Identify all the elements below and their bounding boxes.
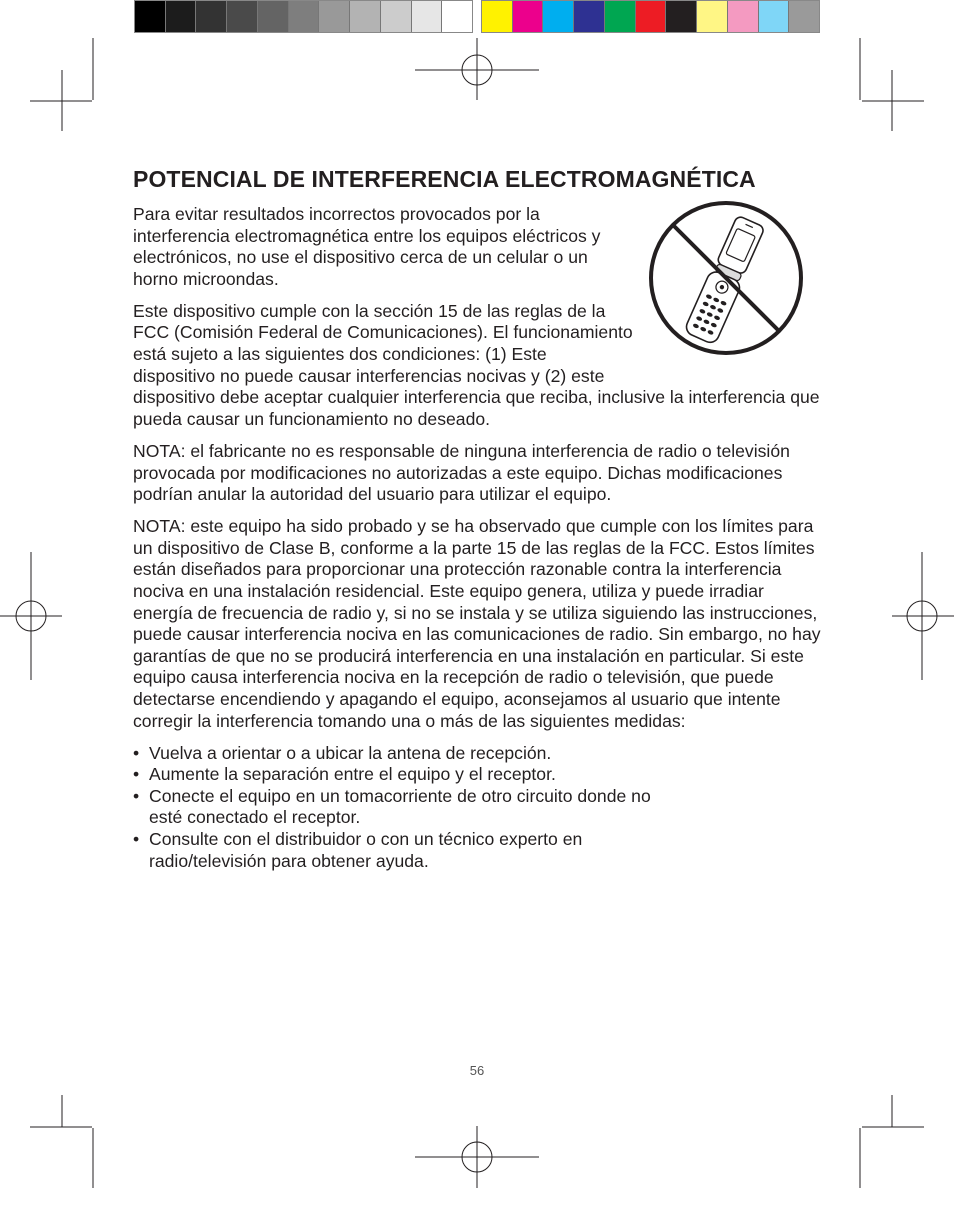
gray-swatch-7 [319, 1, 350, 32]
bullet-icon: • [133, 785, 140, 806]
body-content [133, 204, 823, 872]
gray-swatch-9 [381, 1, 412, 32]
page-number: 56 [469, 1063, 485, 1078]
gray-swatch-5 [258, 1, 289, 32]
paragraph-note-modifications: NOTA: el fabricante no es responsable de ninguna interferencia de radio o televisión provocada por modificaciones no autorizadas a este equipo. Dichas modificaciones podrían anular la autoridad del usuario para utilizar el equipo. [133, 440, 790, 505]
page-title: POTENCIAL DE INTERFERENCIA ELECTROMAGNÉTICA [133, 166, 756, 192]
gray-swatch-4 [227, 1, 258, 32]
color-swatch-11 [789, 1, 819, 32]
gray-swatch-3 [196, 1, 227, 32]
gray-swatch-2 [166, 1, 197, 32]
color-swatch-10 [759, 1, 790, 32]
color-swatch-1 [482, 1, 513, 32]
list-item-text: Vuelva a orientar o a ubicar la antena de recepción. [149, 742, 552, 763]
list-item [133, 829, 654, 872]
color-calibration-bar [481, 0, 820, 33]
paragraph-intro: Para evitar resultados incorrectos provocados por la interferencia electromagnética entre los equipos eléctricos y electrónicos, no use el dispositivo cerca de un celular o un horno microondas. [133, 204, 601, 289]
paragraph-note-class-b: NOTA: este equipo ha sido probado y se ha observado que cumple con los límites para un dispositivo de Clase B, conforme a la parte 15 de las reglas de la FCC. Estos límites están diseñados para proporcionar una protección razonable contra la interferencia nociva en una instalación residencial. Este equipo genera, utiliza y puede irradiar energía de frecuencia de radio y, si no se instala y se utiliza siguiendo las instrucciones, puede causar interferencia nociva en las comunicaciones de radio. Sin embargo, no hay garantías de que no se producirá interferencia en una instalación en particular. Si este equipo causa interferencia nociva en la recepción de radio o televisión, que puede detectarse encendiendo y apagando el equipo, aconsejamos al usuario que intente corregir la interferencia tomando una o más de las siguientes medidas: [133, 516, 821, 731]
color-swatch-7 [666, 1, 697, 32]
list-item-text: Aumente la separación entre el equipo y el receptor. [149, 764, 556, 785]
color-swatch-6 [636, 1, 667, 32]
measures-list [133, 743, 823, 873]
gray-swatch-10 [412, 1, 443, 32]
color-swatch-5 [605, 1, 636, 32]
list-item-text: Conecte el equipo en un tomacorriente de otro circuito donde no esté conectado el receptor. [149, 785, 651, 828]
list-item [133, 764, 654, 786]
bullet-icon: • [133, 742, 140, 763]
gray-swatch-1 [135, 1, 166, 32]
no-cellphone-icon [641, 200, 831, 385]
gray-swatch-11 [442, 1, 472, 32]
list-item-text: Consulte con el distribuidor o con un técnico experto en radio/televisión para obtener ayuda. [149, 829, 583, 871]
color-swatch-4 [574, 1, 605, 32]
color-swatch-2 [513, 1, 544, 32]
color-swatch-8 [697, 1, 728, 32]
list-item [133, 743, 654, 765]
paragraph-fcc-compliance: Este dispositivo cumple con la sección 15 de las reglas de la FCC (Comisión Federal de Comunicaciones). El funcionamiento está sujeto a las siguientes dos condiciones: (1) Este dispositivo no puede causar interferencias nocivas y (2) este dispositivo debe aceptar cualquier interferencia que reciba, inclusive la interferencia que pueda causar un funcionamiento no deseado. [133, 300, 820, 429]
bullet-icon: • [133, 764, 140, 785]
gray-swatch-8 [350, 1, 381, 32]
list-item [133, 786, 654, 829]
color-swatch-3 [543, 1, 574, 32]
bullet-icon: • [133, 829, 140, 850]
grayscale-calibration-bar [134, 0, 473, 33]
color-swatch-9 [728, 1, 759, 32]
gray-swatch-6 [289, 1, 320, 32]
